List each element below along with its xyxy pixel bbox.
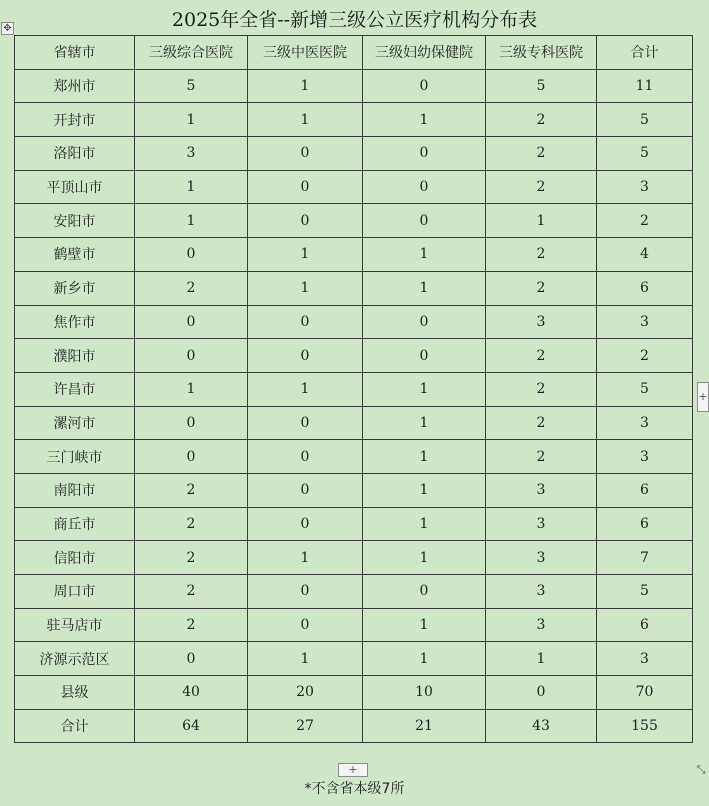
cell-city[interactable]: 商丘市 [15,507,135,541]
cell-maternal-child-hospital[interactable]: 0 [363,305,486,339]
cell-general-hospital[interactable]: 0 [135,642,248,676]
cell-specialty-hospital[interactable]: 1 [486,642,597,676]
cell-maternal-child-hospital[interactable]: 1 [363,440,486,474]
cell-maternal-child-hospital[interactable]: 1 [363,507,486,541]
cell-city[interactable]: 漯河市 [15,406,135,440]
table-row [15,372,693,406]
cell-tcm-hospital[interactable]: 20 [248,676,363,710]
cell-tcm-hospital[interactable]: 0 [248,473,363,507]
cell-city[interactable]: 郑州市 [15,69,135,103]
cell-total[interactable]: 6 [597,473,693,507]
cell-tcm-hospital[interactable]: 1 [248,642,363,676]
cell-maternal-child-hospital[interactable]: 1 [363,103,486,137]
footnote: *不含省本级7所 [304,781,405,797]
cell-specialty-hospital[interactable]: 3 [486,608,597,642]
table-row [15,137,693,171]
cell-total[interactable]: 3 [597,642,693,676]
cell-city[interactable]: 焦作市 [15,305,135,339]
cell-maternal-child-hospital[interactable]: 1 [363,608,486,642]
cell-city[interactable]: 周口市 [15,575,135,609]
cell-specialty-hospital[interactable]: 0 [486,676,597,710]
header-city[interactable]: 省辖市 [15,36,135,70]
cell-city[interactable]: 新乡市 [15,271,135,305]
cell-general-hospital[interactable]: 40 [135,676,248,710]
cell-tcm-hospital[interactable]: 0 [248,339,363,373]
table-row [15,170,693,204]
header-total[interactable]: 合计 [597,36,693,70]
cell-maternal-child-hospital[interactable]: 21 [363,709,486,743]
cell-total[interactable]: 3 [597,406,693,440]
cell-general-hospital[interactable]: 2 [135,608,248,642]
cell-general-hospital[interactable]: 2 [135,507,248,541]
header-general-hospital[interactable]: 三级综合医院 [135,36,248,70]
cell-total[interactable]: 5 [597,372,693,406]
table-row [15,339,693,373]
cell-tcm-hospital[interactable]: 0 [248,204,363,238]
cell-maternal-child-hospital[interactable]: 10 [363,676,486,710]
table-row [15,238,693,272]
table-title: 2025年全省--新增三级公立医疗机构分布表 [171,9,538,31]
cell-city[interactable]: 三门峡市 [15,440,135,474]
cell-tcm-hospital[interactable]: 1 [248,69,363,103]
cell-maternal-child-hospital[interactable]: 0 [363,170,486,204]
add-column-button[interactable]: + [697,382,709,412]
cell-city[interactable]: 濮阳市 [15,339,135,373]
cell-city[interactable]: 县级 [15,676,135,710]
cell-total[interactable]: 3 [597,305,693,339]
table-row [15,575,693,609]
table-row [15,608,693,642]
header-specialty-hospital[interactable]: 三级专科医院 [486,36,597,70]
cell-tcm-hospital[interactable]: 0 [248,608,363,642]
cell-specialty-hospital[interactable]: 43 [486,709,597,743]
cell-general-hospital[interactable]: 64 [135,709,248,743]
cell-general-hospital[interactable]: 1 [135,103,248,137]
cell-general-hospital[interactable]: 1 [135,372,248,406]
cell-maternal-child-hospital[interactable]: 0 [363,69,486,103]
cell-general-hospital[interactable]: 2 [135,473,248,507]
cell-specialty-hospital[interactable]: 5 [486,69,597,103]
cell-tcm-hospital[interactable]: 0 [248,575,363,609]
cell-maternal-child-hospital[interactable]: 1 [363,238,486,272]
cell-general-hospital[interactable]: 0 [135,440,248,474]
cell-total[interactable]: 2 [597,204,693,238]
cell-maternal-child-hospital[interactable]: 1 [363,642,486,676]
cell-tcm-hospital[interactable]: 0 [248,406,363,440]
cell-total[interactable]: 5 [597,103,693,137]
cell-total[interactable]: 2 [597,339,693,373]
cell-city[interactable]: 开封市 [15,103,135,137]
cell-specialty-hospital[interactable]: 2 [486,137,597,171]
cell-total[interactable]: 6 [597,507,693,541]
cell-city[interactable]: 信阳市 [15,541,135,575]
table-row [15,507,693,541]
cell-tcm-hospital[interactable]: 1 [248,238,363,272]
cell-tcm-hospital[interactable]: 1 [248,271,363,305]
cell-total[interactable]: 5 [597,575,693,609]
cell-specialty-hospital[interactable]: 3 [486,575,597,609]
table-resize-handle-icon[interactable]: ⤡ [696,763,706,776]
cell-specialty-hospital[interactable]: 2 [486,406,597,440]
cell-city[interactable]: 驻马店市 [15,608,135,642]
cell-tcm-hospital[interactable]: 1 [248,541,363,575]
cell-specialty-hospital[interactable]: 2 [486,103,597,137]
cell-specialty-hospital[interactable]: 2 [486,271,597,305]
cell-specialty-hospital[interactable]: 3 [486,305,597,339]
cell-specialty-hospital[interactable]: 2 [486,339,597,373]
cell-tcm-hospital[interactable]: 1 [248,103,363,137]
cell-general-hospital[interactable]: 2 [135,271,248,305]
table-row [15,541,693,575]
cell-city[interactable]: 合计 [15,709,135,743]
cell-city[interactable]: 济源示范区 [15,642,135,676]
cell-maternal-child-hospital[interactable]: 1 [363,271,486,305]
cell-general-hospital[interactable]: 5 [135,69,248,103]
table-row [15,204,693,238]
cell-city[interactable]: 安阳市 [15,204,135,238]
cell-total[interactable]: 3 [597,170,693,204]
cell-specialty-hospital[interactable]: 2 [486,440,597,474]
cell-general-hospital[interactable]: 0 [135,305,248,339]
cell-total[interactable]: 4 [597,238,693,272]
cell-total[interactable]: 7 [597,541,693,575]
cell-city[interactable]: 平顶山市 [15,170,135,204]
table-row [15,709,693,743]
table-row [15,271,693,305]
cell-specialty-hospital[interactable]: 2 [486,238,597,272]
cell-general-hospital[interactable]: 3 [135,137,248,171]
table-row [15,473,693,507]
cell-city[interactable]: 许昌市 [15,372,135,406]
table-row [15,69,693,103]
cell-city[interactable]: 鹤壁市 [15,238,135,272]
cell-total[interactable]: 6 [597,608,693,642]
cell-general-hospital[interactable]: 2 [135,541,248,575]
cell-maternal-child-hospital[interactable]: 1 [363,372,486,406]
table-header-row [15,36,693,70]
cell-tcm-hospital[interactable]: 27 [248,709,363,743]
cell-total[interactable]: 6 [597,271,693,305]
cell-maternal-child-hospital[interactable]: 0 [363,204,486,238]
cell-city[interactable]: 南阳市 [15,473,135,507]
cell-tcm-hospital[interactable]: 0 [248,507,363,541]
cell-maternal-child-hospital[interactable]: 0 [363,339,486,373]
cell-specialty-hospital[interactable]: 2 [486,170,597,204]
table-row [15,440,693,474]
header-tcm-hospital[interactable]: 三级中医医院 [248,36,363,70]
cell-tcm-hospital[interactable]: 0 [248,440,363,474]
cell-maternal-child-hospital[interactable]: 1 [363,541,486,575]
cell-total[interactable]: 155 [597,709,693,743]
cell-general-hospital[interactable]: 0 [135,339,248,373]
cell-specialty-hospital[interactable]: 1 [486,204,597,238]
cell-maternal-child-hospital[interactable]: 1 [363,406,486,440]
cell-specialty-hospital[interactable]: 2 [486,372,597,406]
table-row [15,676,693,710]
table-row [15,406,693,440]
cell-maternal-child-hospital[interactable]: 0 [363,137,486,171]
cell-total[interactable]: 3 [597,440,693,474]
cell-tcm-hospital[interactable]: 1 [248,372,363,406]
table-row [15,103,693,137]
table-row [15,305,693,339]
cell-maternal-child-hospital[interactable]: 0 [363,575,486,609]
cell-maternal-child-hospital[interactable]: 1 [363,473,486,507]
cell-tcm-hospital[interactable]: 0 [248,305,363,339]
cell-total[interactable]: 11 [597,69,693,103]
cell-city[interactable]: 洛阳市 [15,137,135,171]
cell-total[interactable]: 70 [597,676,693,710]
cell-general-hospital[interactable]: 0 [135,406,248,440]
cell-general-hospital[interactable]: 0 [135,238,248,272]
add-row-button[interactable]: + [338,763,368,777]
cell-general-hospital[interactable]: 1 [135,204,248,238]
header-maternal-child-hospital[interactable]: 三级妇幼保健院 [363,36,486,70]
cell-specialty-hospital[interactable]: 3 [486,507,597,541]
cell-general-hospital[interactable]: 2 [135,575,248,609]
table-move-handle-icon[interactable]: ✥ [1,22,14,35]
cell-specialty-hospital[interactable]: 3 [486,473,597,507]
cell-tcm-hospital[interactable]: 0 [248,137,363,171]
cell-specialty-hospital[interactable]: 3 [486,541,597,575]
cell-tcm-hospital[interactable]: 0 [248,170,363,204]
table-row [15,642,693,676]
cell-general-hospital[interactable]: 1 [135,170,248,204]
distribution-table [14,35,693,743]
cell-total[interactable]: 5 [597,137,693,171]
